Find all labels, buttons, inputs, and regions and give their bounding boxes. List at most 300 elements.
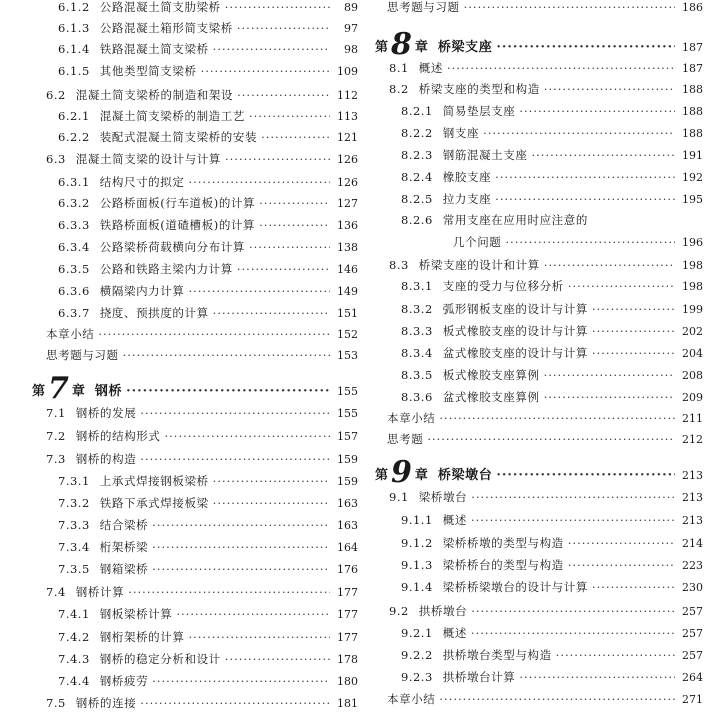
toc-entry[interactable]: [32, 196, 358, 211]
page-number: 127: [337, 197, 358, 210]
page-number: 155: [337, 407, 358, 420]
page-number: 159: [337, 453, 358, 466]
section-number: 9.1.1: [401, 513, 433, 527]
dot-leader: [188, 284, 330, 298]
toc-entry[interactable]: [375, 104, 703, 119]
page-number: 257: [682, 627, 703, 640]
toc-entry[interactable]: [375, 324, 703, 339]
toc-entry[interactable]: [375, 490, 703, 505]
page-number: 204: [682, 347, 703, 360]
entry-title: 钢桥的结构形式: [75, 429, 161, 443]
page-number: 89: [344, 1, 358, 14]
section-number: 9.2: [389, 604, 409, 618]
entry-title: 梁桥桥墩的类型与构造: [442, 536, 564, 550]
dot-leader: [439, 411, 675, 425]
toc-entry[interactable]: [32, 348, 358, 363]
toc-entry[interactable]: [375, 368, 703, 383]
section-number: 9.2.1: [401, 626, 433, 640]
toc-entry[interactable]: [375, 82, 703, 97]
page-number: 186: [682, 1, 703, 14]
dot-leader: [496, 41, 675, 55]
section-number: 9.2.2: [401, 648, 433, 662]
section-number: 6.3.1: [58, 175, 90, 189]
entry-title: 公路桥面板(行车道板)的计算: [99, 196, 256, 210]
dot-leader: [259, 218, 330, 232]
section-number: 8.2.1: [401, 104, 433, 118]
section-number: 6.2.2: [58, 130, 90, 144]
page-number: 223: [682, 559, 703, 572]
dot-leader: [140, 452, 330, 466]
page-number: 121: [337, 131, 358, 144]
page-number: 178: [337, 653, 358, 666]
toc-entry[interactable]: [375, 390, 703, 405]
page-number: 177: [337, 586, 358, 599]
page-number: 188: [682, 83, 703, 96]
dot-leader: [592, 324, 675, 338]
toc-entry[interactable]: [32, 306, 358, 321]
page-number: 181: [337, 697, 358, 710]
page-number: 213: [682, 514, 703, 527]
dot-leader: [237, 88, 330, 102]
entry-title: 钢板梁桥计算: [99, 607, 173, 621]
section-number: 7.4.1: [58, 607, 90, 621]
section-number: 9.1.3: [401, 558, 433, 572]
page-number: 211: [682, 412, 703, 425]
page-number: 98: [344, 43, 358, 56]
toc-entry[interactable]: [32, 518, 358, 533]
section-number: 7.4: [46, 585, 66, 599]
entry-title: 梁桥墩台: [418, 490, 468, 504]
chapter-suffix: 章: [71, 384, 85, 399]
page-number: 213: [682, 469, 703, 482]
chapter-number: 7: [48, 371, 69, 406]
dot-leader: [152, 518, 330, 532]
entry-title: 概述: [418, 61, 443, 75]
dot-leader: [471, 626, 675, 640]
entry-title: 桁架桥梁: [99, 540, 149, 554]
entry-title: 钢桥疲劳: [99, 674, 149, 688]
toc-entry[interactable]: [375, 432, 703, 447]
section-number: 7.5: [46, 696, 66, 710]
dot-leader: [225, 152, 330, 166]
toc-entry[interactable]: [375, 692, 703, 707]
dot-leader: [519, 670, 675, 684]
section-number: 8.2.6: [401, 213, 433, 227]
entry-title: 结合梁桥: [99, 518, 149, 532]
toc-entry[interactable]: [375, 513, 703, 528]
dot-leader: [471, 604, 675, 618]
entry-title: 公路和铁路主梁内力计算: [99, 262, 233, 276]
page-number: 153: [337, 349, 358, 362]
entry-title: 拱桥墩台: [418, 604, 468, 618]
page-number: 230: [682, 581, 703, 594]
chapter-heading[interactable]: [32, 371, 358, 406]
page-number: 180: [337, 675, 358, 688]
toc-entry[interactable]: [375, 279, 703, 294]
page-number: 191: [682, 149, 703, 162]
dot-leader: [237, 262, 330, 276]
section-number: 8.1: [389, 61, 409, 75]
entry-title: 支座的受力与位移分析: [442, 279, 564, 293]
entry-title: 钢桥计算: [75, 585, 125, 599]
section-number: 6.3.5: [58, 262, 90, 276]
page-number: 163: [337, 519, 358, 532]
toc-entry[interactable]: [375, 346, 703, 361]
dot-leader: [249, 109, 330, 123]
chapter-number: 9: [391, 455, 412, 490]
toc-entry[interactable]: [32, 175, 358, 190]
toc-entry[interactable]: [375, 670, 703, 685]
entry-title: 钢桥的发展: [75, 406, 137, 420]
dot-leader: [471, 513, 675, 527]
entry-title: 思考题: [387, 432, 424, 446]
chapter-heading[interactable]: [375, 455, 703, 490]
page-number: 159: [337, 475, 358, 488]
chapter-prefix: 第: [32, 384, 46, 399]
toc-entry[interactable]: [32, 406, 358, 421]
entry-title: 挠度、预拱度的计算: [99, 306, 209, 320]
entry-title: 桥梁墩台: [437, 468, 493, 483]
entry-title: 本章小结: [46, 327, 95, 341]
page-number: 188: [682, 105, 703, 118]
toc-entry[interactable]: [32, 630, 358, 645]
section-number: 8.3.1: [401, 279, 433, 293]
section-number: 7.2: [46, 429, 66, 443]
section-number: 6.3.6: [58, 284, 90, 298]
page-number: 151: [337, 307, 358, 320]
page-number: 195: [682, 193, 703, 206]
chapter-suffix: 章: [414, 40, 428, 55]
dot-leader: [519, 104, 675, 118]
toc-entry[interactable]: [32, 64, 358, 79]
entry-title: 桥梁支座的类型和构造: [418, 82, 540, 96]
dot-leader: [592, 580, 675, 594]
entry-title: 盆式橡胶支座的设计与计算: [442, 346, 588, 360]
dot-leader: [152, 540, 330, 554]
entry-title: 弧形钢板支座的设计与计算: [442, 302, 588, 316]
chapter-number: 8: [391, 27, 412, 62]
section-number: 8.3.4: [401, 346, 433, 360]
entry-title: 铁路混凝土简支梁桥: [99, 42, 209, 56]
dot-leader: [427, 432, 675, 446]
toc-entry[interactable]: [32, 540, 358, 555]
entry-title: 钢桥的连接: [75, 696, 137, 710]
dot-leader: [261, 130, 330, 144]
dot-leader: [188, 630, 330, 644]
section-number: 6.2.1: [58, 109, 90, 123]
dot-leader: [140, 696, 330, 710]
entry-title: 拉力支座: [442, 192, 492, 206]
entry-title: 常用支座在应用时应注意的: [442, 213, 588, 227]
dot-leader: [568, 558, 675, 572]
dot-leader: [544, 82, 675, 96]
page-number: 187: [682, 41, 703, 54]
dot-leader: [447, 61, 675, 75]
toc-entry[interactable]: [375, 61, 703, 76]
entry-title: 板式橡胶支座算例: [442, 368, 540, 382]
section-number: 8.3.6: [401, 390, 433, 404]
dot-leader: [201, 64, 330, 78]
page-number: 163: [337, 497, 358, 510]
toc-entry[interactable]: [32, 327, 358, 342]
section-number: 6.3.7: [58, 306, 90, 320]
dot-leader: [140, 406, 330, 420]
entry-title: 公路梁桥荷载横向分布计算: [99, 240, 245, 254]
entry-title: 混凝土简支梁桥的制造和架设: [75, 88, 234, 102]
page-number: 152: [337, 328, 358, 341]
dot-leader: [568, 279, 675, 293]
chapter-prefix: 第: [375, 468, 389, 483]
page-number: 97: [344, 22, 358, 35]
entry-title: 拱桥墩台类型与构造: [442, 648, 552, 662]
section-number: 6.1.5: [58, 64, 90, 78]
section-number: 8.2.4: [401, 170, 433, 184]
toc-entry[interactable]: [32, 130, 358, 145]
section-number: 9.2.3: [401, 670, 433, 684]
entry-title: 概述: [442, 626, 467, 640]
section-number: 6.2: [46, 88, 66, 102]
toc-entry[interactable]: [375, 648, 703, 663]
toc-entry[interactable]: [32, 88, 358, 103]
section-number: 7.4.2: [58, 630, 90, 644]
toc-entry[interactable]: [375, 558, 703, 573]
dot-leader: [128, 585, 330, 599]
section-number: 7.3: [46, 452, 66, 466]
section-number: 7.3.1: [58, 474, 90, 488]
entry-title: 橡胶支座: [442, 170, 492, 184]
section-number: 7.4.3: [58, 652, 90, 666]
dot-leader: [505, 235, 675, 249]
page-number: 192: [682, 171, 703, 184]
entry-title: 上承式焊接钢板梁桥: [99, 474, 209, 488]
dot-leader: [225, 0, 330, 14]
entry-title: 思考题与习题: [46, 348, 119, 362]
page-number: 212: [682, 433, 703, 446]
toc-entry[interactable]: [375, 126, 703, 141]
page-number: 136: [337, 219, 358, 232]
dot-leader: [213, 474, 330, 488]
entry-title: 钢筋混凝土支座: [442, 148, 528, 162]
dot-leader: [152, 674, 330, 688]
toc-entry[interactable]: [32, 585, 358, 600]
page-number: 112: [337, 89, 358, 102]
section-number: 8.2.3: [401, 148, 433, 162]
toc-entry[interactable]: [32, 562, 358, 577]
page-number: 202: [682, 325, 703, 338]
toc-entry[interactable]: [32, 474, 358, 489]
section-number: 6.1.3: [58, 21, 90, 35]
page-number: 149: [337, 285, 358, 298]
page-number: 155: [337, 385, 358, 398]
entry-title: 板式橡胶支座的设计与计算: [442, 324, 588, 338]
section-number: 9.1: [389, 490, 409, 504]
page-number: 187: [682, 62, 703, 75]
dot-leader: [126, 385, 330, 399]
section-number: 6.1.2: [58, 0, 90, 14]
section-number: 6.3.2: [58, 196, 90, 210]
page-number: 199: [682, 303, 703, 316]
toc-entry[interactable]: [375, 604, 703, 619]
dot-leader: [544, 258, 675, 272]
toc-entry[interactable]: [375, 536, 703, 551]
dot-leader: [568, 536, 675, 550]
dot-leader: [439, 692, 675, 706]
dot-leader: [464, 0, 675, 14]
section-number: 8.2: [389, 82, 409, 96]
entry-title: 钢箱梁桥: [99, 562, 149, 576]
section-number: 8.2.2: [401, 126, 433, 140]
entry-title-continued: 几个问题: [453, 235, 502, 249]
page-number: 208: [682, 369, 703, 382]
page-number: 113: [337, 110, 358, 123]
page-number: 209: [682, 391, 703, 404]
entry-title: 盆式橡胶支座算例: [442, 390, 540, 404]
page-number: 257: [682, 605, 703, 618]
dot-leader: [592, 302, 675, 316]
dot-leader: [213, 496, 330, 510]
chapter-heading[interactable]: [375, 27, 703, 62]
toc-entry[interactable]: [375, 170, 703, 185]
toc-entry[interactable]: [32, 42, 358, 57]
page-number: 177: [337, 631, 358, 644]
entry-title: 铁路桥面板(道碴槽板)的计算: [99, 218, 256, 232]
dot-leader: [471, 490, 675, 504]
section-number: 8.3.2: [401, 302, 433, 316]
toc-entry[interactable]: [32, 152, 358, 167]
toc-entry[interactable]: [32, 109, 358, 124]
page-number: 198: [682, 280, 703, 293]
chapter-prefix: 第: [375, 40, 389, 55]
toc-entry[interactable]: [32, 284, 358, 299]
dot-leader: [152, 562, 330, 576]
entry-title: 公路混凝土箱形简支梁桥: [99, 21, 233, 35]
section-number: 9.1.2: [401, 536, 433, 550]
section-number: 8.3.3: [401, 324, 433, 338]
page-number: 271: [682, 693, 703, 706]
entry-title: 梁桥桥梁墩台的设计与计算: [442, 580, 588, 594]
page-number: 196: [682, 236, 703, 249]
entry-title: 钢桥: [94, 384, 123, 399]
entry-title: 其他类型简支梁桥: [99, 64, 197, 78]
dot-leader: [165, 429, 331, 443]
toc-entry[interactable]: [32, 218, 358, 233]
entry-title: 概述: [442, 513, 467, 527]
toc-entry-continuation[interactable]: [375, 235, 703, 250]
chapter-suffix: 章: [414, 468, 428, 483]
entry-title: 拱桥墩台计算: [442, 670, 516, 684]
section-number: 6.3.4: [58, 240, 90, 254]
page-number: 198: [682, 259, 703, 272]
entry-title: 桥梁支座的设计和计算: [418, 258, 540, 272]
entry-title: 铁路下承式焊接板梁: [99, 496, 209, 510]
section-number: 8.3: [389, 258, 409, 272]
dot-leader: [556, 648, 675, 662]
section-number: 7.3.2: [58, 496, 90, 510]
dot-leader: [213, 42, 330, 56]
page-number: 138: [337, 241, 358, 254]
entry-title: 简易垫层支座: [442, 104, 516, 118]
toc-entry[interactable]: [375, 258, 703, 273]
entry-title: 本章小结: [387, 692, 436, 706]
page-number: 213: [682, 491, 703, 504]
dot-leader: [496, 469, 675, 483]
page-number: 109: [337, 65, 358, 78]
toc-entry[interactable]: [32, 21, 358, 36]
toc-entry[interactable]: [32, 652, 358, 667]
dot-leader: [249, 240, 330, 254]
toc-entry[interactable]: [375, 302, 703, 317]
toc-entry[interactable]: [32, 0, 358, 15]
page-number: 164: [337, 541, 358, 554]
toc-entry[interactable]: [375, 192, 703, 207]
page-number: 214: [682, 537, 703, 550]
dot-leader: [259, 196, 330, 210]
dot-leader: [225, 652, 330, 666]
dot-leader: [531, 148, 675, 162]
section-number: 8.2.5: [401, 192, 433, 206]
toc-entry[interactable]: [375, 213, 703, 227]
toc-entry[interactable]: [375, 0, 703, 15]
dot-leader: [188, 175, 330, 189]
toc-entry[interactable]: [32, 674, 358, 689]
entry-title: 钢桥的稳定分析和设计: [99, 652, 221, 666]
section-number: 9.1.4: [401, 580, 433, 594]
toc-entry[interactable]: [32, 696, 358, 711]
entry-title: 公路混凝土简支肋梁桥: [99, 0, 221, 14]
entry-title: 钢支座: [442, 126, 480, 140]
toc-entry[interactable]: [375, 411, 703, 426]
toc-entry[interactable]: [32, 607, 358, 622]
section-number: 6.1.4: [58, 42, 90, 56]
toc-entry[interactable]: [32, 240, 358, 255]
entry-title: 梁桥桥台的类型与构造: [442, 558, 564, 572]
page-number: 257: [682, 649, 703, 662]
page-number: 188: [682, 127, 703, 140]
toc-entry[interactable]: [32, 496, 358, 511]
dot-leader: [544, 368, 675, 382]
toc-entry[interactable]: [32, 262, 358, 277]
dot-leader: [98, 327, 330, 341]
section-number: 7.1: [46, 406, 66, 420]
dot-leader: [237, 21, 330, 35]
section-number: 7.4.4: [58, 674, 90, 688]
page-number: 126: [337, 176, 358, 189]
dot-leader: [495, 192, 675, 206]
entry-title: 混凝土简支梁桥的制造工艺: [99, 109, 245, 123]
section-number: 6.3: [46, 152, 66, 166]
toc-entry[interactable]: [375, 626, 703, 641]
section-number: 6.3.3: [58, 218, 90, 232]
section-number: 7.3.5: [58, 562, 90, 576]
toc-entry[interactable]: [32, 429, 358, 444]
section-number: 7.3.3: [58, 518, 90, 532]
dot-leader: [592, 346, 675, 360]
entry-title: 装配式混凝土简支梁桥的安装: [99, 130, 258, 144]
entry-title: 结构尺寸的拟定: [99, 175, 185, 189]
toc-entry[interactable]: [32, 452, 358, 467]
dot-leader: [495, 170, 675, 184]
toc-entry[interactable]: [375, 580, 703, 595]
page-number: 176: [337, 563, 358, 576]
entry-title: 钢桥的构造: [75, 452, 137, 466]
entry-title: 桥梁支座: [437, 40, 493, 55]
entry-title: 混凝土简支梁的设计与计算: [75, 152, 221, 166]
page-number: 157: [337, 430, 358, 443]
toc-entry[interactable]: [375, 148, 703, 163]
page-number: 177: [337, 608, 358, 621]
dot-leader: [483, 126, 675, 140]
entry-title: 本章小结: [387, 411, 436, 425]
